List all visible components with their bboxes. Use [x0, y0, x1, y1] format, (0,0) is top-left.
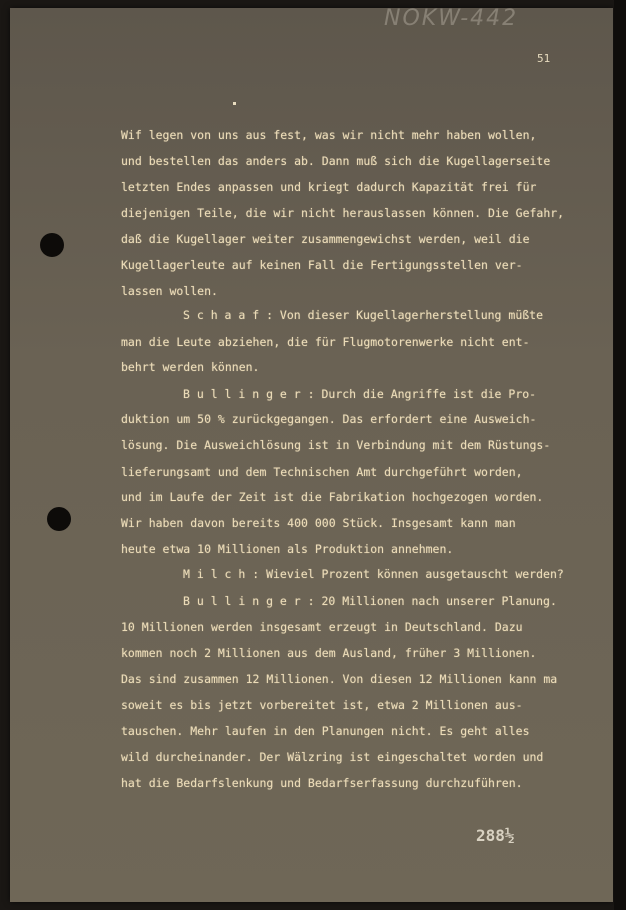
- text-line: kommen noch 2 Millionen aus dem Ausland, früher 3 Millionen.: [121, 646, 537, 660]
- text-line: Wif legen von uns aus fest, was wir nicht mehr haben wollen,: [121, 128, 537, 142]
- text-line: wild durcheinander. Der Wälzring ist eingeschaltet worden und: [121, 750, 544, 764]
- archive-stamp: NOKW-442: [384, 6, 519, 31]
- text-line: lösung. Die Ausweichlösung ist in Verbindung mit dem Rüstungs-: [121, 438, 551, 452]
- text-line: heute etwa 10 Millionen als Produktion annehmen.: [121, 542, 454, 556]
- text-line: S c h a a f : Von dieser Kugellagerherstellung müßte: [183, 308, 544, 322]
- scan-edge: [614, 0, 626, 910]
- text-line: 10 Millionen werden insgesamt erzeugt in Deutschland. Dazu: [121, 620, 523, 634]
- text-line: Kugellagerleute auf keinen Fall die Fertigungsstellen ver-: [121, 258, 523, 272]
- text-line: hat die Bedarfslenkung und Bedarfserfassung durchzuführen.: [121, 776, 523, 790]
- text-line: letzten Endes anpassen und kriegt dadurch Kapazität frei für: [121, 180, 537, 194]
- text-line: Das sind zusammen 12 Millionen. Von diesen 12 Millionen kann ma: [121, 672, 558, 686]
- punch-hole-bottom: [47, 507, 71, 531]
- text-line: B u l l i n g e r : 20 Millionen nach unserer Planung.: [183, 594, 557, 608]
- page-number: 51: [537, 52, 551, 65]
- footer-page-number: 288½: [476, 826, 515, 845]
- text-line: duktion um 50 % zurückgegangen. Das erfordert eine Ausweich-: [121, 412, 537, 426]
- text-line: und bestellen das anders ab. Dann muß sich die Kugellagerseite: [121, 154, 551, 168]
- text-line: daß die Kugellager weiter zusammengewichst werden, weil die: [121, 232, 530, 246]
- text-line: behrt werden können.: [121, 360, 260, 374]
- document-page: [10, 8, 613, 902]
- text-line: lassen wollen.: [121, 284, 218, 298]
- text-line: Wir haben davon bereits 400 000 Stück. Insgesamt kann man: [121, 516, 516, 530]
- text-line: man die Leute abziehen, die für Flugmotorenwerke nicht ent-: [121, 335, 530, 349]
- punch-hole-top: [40, 233, 64, 257]
- ink-dot: [233, 102, 236, 105]
- text-line: M i l c h : Wieviel Prozent können ausgetauscht werden?: [183, 567, 564, 581]
- text-line: lieferungsamt und dem Technischen Amt durchgeführt worden,: [121, 465, 523, 479]
- text-line: und im Laufe der Zeit ist die Fabrikation hochgezogen worden.: [121, 490, 544, 504]
- text-line: B u l l i n g e r : Durch die Angriffe ist die Pro-: [183, 387, 537, 401]
- text-line: tauschen. Mehr laufen in den Planungen nicht. Es geht alles: [121, 724, 530, 738]
- text-line: soweit es bis jetzt vorbereitet ist, etwa 2 Millionen aus-: [121, 698, 523, 712]
- text-line: diejenigen Teile, die wir nicht herauslassen können. Die Gefahr,: [121, 206, 565, 220]
